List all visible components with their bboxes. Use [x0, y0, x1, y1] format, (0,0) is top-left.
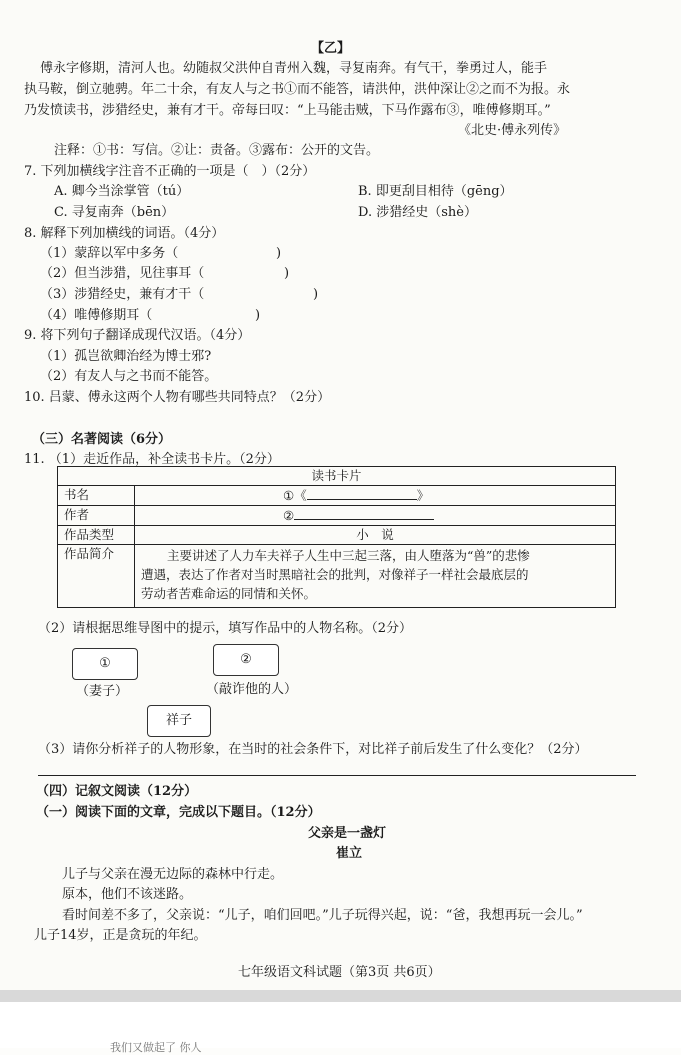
book-title-blank[interactable]	[307, 487, 417, 500]
q9-item: （1）孤岂欲卿治经为博士邪?	[40, 349, 212, 364]
mindmap-box-2[interactable]: ②	[213, 644, 279, 676]
question-11-2: （2）请根据思维导图中的提示，填写作品中的人物名称。（2分）	[38, 621, 413, 636]
question-10: 10. 吕蒙、傅永这两个人物有哪些共同特点？（2分）	[24, 390, 331, 405]
card-label: 作者	[58, 506, 135, 526]
passage-line: 傅永字修期，清河人也。幼随叔父洪仲自青州入魏，寻复南奔。有气干，拳勇过人，能手	[40, 61, 548, 76]
card-author: ②	[135, 506, 616, 526]
q8-paren: )	[255, 308, 261, 323]
section-title: 【乙】	[311, 41, 351, 56]
question-9: 9. 将下列句子翻译成现代汉语。（4分）	[24, 328, 251, 343]
article-line: 看时间差不多了，父亲说：“儿子，咱们回吧。”儿子玩得兴起，说：“爸，我想再玩一会儿。”	[62, 908, 583, 923]
card-label: 作品类型	[58, 526, 135, 545]
passage-line: 执马鞍，倒立驰骋。年二十余，有友人与之书①而不能答，请洪仲，洪仲深让②之而不为报。永	[24, 82, 571, 97]
option-a: A. 卿今当涂掌管（tú）	[54, 184, 190, 199]
article-line: 儿子与父亲在漫无边际的森林中行走。	[62, 867, 284, 882]
mindmap-note-2: （敲诈他的人）	[206, 682, 298, 697]
page-footer: 七年级语文科试题（第3页 共6页）	[238, 965, 441, 980]
section-3-title: （三）名著阅读（6分）	[32, 432, 172, 447]
card-genre: 小 说	[135, 526, 616, 545]
card-book-title: ①《 》	[135, 486, 616, 506]
passage-source: 《北史·傅永列传》	[458, 123, 567, 138]
card-label: 作品简介	[58, 545, 135, 608]
q8-item: （2）但当涉猎，见往事耳（	[40, 266, 205, 281]
next-page-peek	[0, 1002, 681, 1054]
article-line: 原本，他们不该迷路。	[62, 887, 193, 902]
answer-line[interactable]	[38, 775, 636, 776]
q9-item: （2）有友人与之书而不能答。	[40, 369, 218, 384]
card-header: 读书卡片	[58, 467, 616, 486]
question-11: 11. （1）走近作品，补全读书卡片。（2分）	[24, 452, 280, 467]
passage-line: 乃发愤读书，涉猎经史，兼有才干。帝每曰叹：“上马能击贼，下马作露布③，唯傅修期耳。”	[24, 103, 551, 118]
reading-card	[57, 466, 616, 608]
section-4-sub: （一）阅读下面的文章，完成以下题目。（12分）	[36, 805, 321, 820]
q8-item: （4）唯傅修期耳（	[40, 308, 153, 323]
next-page-text: 我们又做起了 你人	[110, 1041, 202, 1054]
option-c: C. 寻复南奔（bēn）	[54, 205, 175, 220]
section-4-title: （四）记叙文阅读（12分）	[36, 784, 198, 799]
q8-paren: )	[276, 246, 282, 261]
article-title: 父亲是一盏灯	[308, 826, 387, 841]
question-7: 7. 下列加横线字注音不正确的一项是（ ）（2分）	[24, 164, 316, 179]
mindmap-box-1[interactable]: ①	[72, 648, 138, 680]
page-separator	[0, 990, 681, 1002]
article-author: 崔立	[336, 846, 363, 861]
q8-item: （1）蒙辞以军中多务（	[40, 246, 179, 261]
question-8: 8. 解释下列加横线的词语。（4分）	[24, 226, 225, 241]
footnotes: 注释：①书：写信。②让：责备。③露布：公开的文告。	[54, 143, 380, 158]
article-line: 儿子14岁，正是贪玩的年纪。	[34, 928, 207, 943]
card-summary: 主要讲述了人力车夫祥子人生中三起三落，由人堕落为“兽”的悲惨 遭遇，表达了作者对当时黑暗社会的批判，对像祥子一样社会最底层的 劳动者苦难命运的同情和关怀。	[135, 545, 616, 608]
mindmap-center: 祥子	[147, 705, 211, 737]
q8-paren: )	[313, 287, 319, 302]
question-11-3: （3）请你分析祥子的人物形象，在当时的社会条件下，对比祥子前后发生了什么变化？（2分）	[38, 742, 588, 757]
q8-item: （3）涉猎经史，兼有才干（	[40, 287, 205, 302]
author-blank[interactable]	[294, 507, 434, 520]
mindmap-note-1: （妻子）	[76, 684, 129, 699]
card-label: 书名	[58, 486, 135, 506]
option-d: D. 涉猎经史（shè）	[358, 205, 477, 220]
q8-paren: )	[284, 266, 290, 281]
option-b: B. 即更刮目相待（gēng）	[358, 184, 513, 199]
